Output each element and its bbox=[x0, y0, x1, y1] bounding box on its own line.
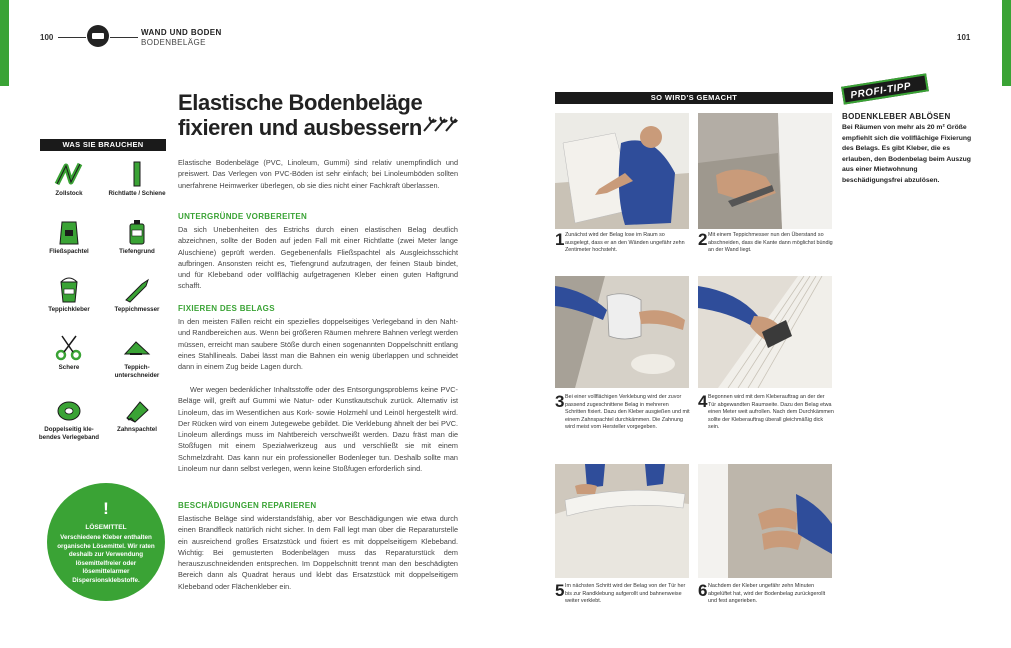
section-text: In den meisten Fällen reicht ein spezielles doppelseitiges Verlegeband in den Naht- und Randbereichen aus. Wenn bei größeren Räumen mehrere Bahnen verlegt werden müssen, erreicht man saubere Stöße durch einen sogenannten Doppelschnitt entlang eines Stahllineals. Dabei lässt man die Bahnen ein wenig überlappen und schneidet dann in einem Zug beide Lagen durch. bbox=[178, 317, 458, 372]
section-text: Wer wegen bedenklicher Inhaltsstoffe oder des Entsorgungsproblems keine PVC-Beläge will, greift auf Gummi wie Natur- oder Kunstkautschuk zurück. Alternativ ist Linoleum, das im Wesentlichen aus Kork- sowie Holzmehl und Leinöl hergestellt wird. Der Rücken wird von einem Jutegewebe gebildet. Die Verklebung ähnelt der bei PVC. Linoleum allerdings muss im Nahtbereich verschweißt werden. Dazu fräst man die Stoßfugen mit einem Spezialwerkzeug aus und verschließt sie mit einem Schmelzdraht. Das kann nur ein professioneller Bodenleger tun. Deshalb sollte man Linoleum nur dann selbst verlegen, wenn keine Stoßfugen erforderlich sind. bbox=[178, 385, 458, 474]
tool-label: Schere bbox=[58, 364, 80, 371]
warning-text: Verschiedene Kleber enthalten organische Lösemittel. Wir raten deshalb zur Verwendung lösemittelfreier oder lösemittelarmer Dispersionsklebstoffe. bbox=[57, 534, 155, 584]
step-number: 2 bbox=[698, 230, 708, 249]
section-text: Elastische Beläge sind widerstandsfähig, aber vor Beschädigungen wie etwa durch einen Brandfleck natürlich nicht sicher. In dem Fall legt man über die Reparaturstelle ein ausreichend großes Ersatzstück und fixiert es mit doppelseitigem Klebeband. Wichtig: Bei gemusterten Bodenbelägen muss das Reparaturstück dem herauszuschneidenden entsprechen. Im Doppelschnitt trennt man den beschädigten Bereich dann als Quadrat heraus und klebt das Ersatzstück mit doppelseitigem Klebeband oder Flächenkleber ein. bbox=[178, 514, 458, 591]
filler-bag-icon bbox=[54, 218, 84, 246]
wrench-tools-icon bbox=[422, 115, 458, 133]
straightedge-icon bbox=[122, 160, 152, 188]
tool-item bbox=[106, 218, 168, 256]
step-text: Bei einer vollflächigen Verklebung wird der zuvor passend zugeschnittene Belag in mehreren Schritten fixiert. Dazu den Kleber ausgießen und mit einem Zahnspachtel durchkämmen. Die Zahnung wird meist vom Hersteller vorgegeben. bbox=[565, 394, 690, 431]
intro-text: Elastische Bodenbeläge (PVC, Linoleum, Gummi) sind relativ unempfindlich und preiswert. Das Verlegen von PVC-Böden ist sehr einfach; bei Linoleumböden sollten unerfahrene Heimwerker überlegen, ob sie dies nicht einer Fachkraft überlassen. bbox=[178, 158, 458, 190]
what-you-need-heading: WAS SIE BRAUCHEN bbox=[40, 139, 166, 151]
warning-circle bbox=[47, 483, 165, 601]
folding-rule-icon bbox=[54, 160, 84, 188]
step-photo bbox=[555, 464, 689, 578]
tool-label: Teppichkleber bbox=[48, 306, 90, 313]
title-line-2: fixieren und ausbessern bbox=[178, 115, 422, 140]
left-edge-tab bbox=[0, 0, 9, 86]
tool-item bbox=[38, 334, 100, 372]
tool-label: Zahnspachtel bbox=[117, 426, 157, 433]
step-text: Zunächst wird der Belag lose im Raum so ausgelegt, dass er an den Wänden ungefähr zehn Zentimeter hochsteht. bbox=[565, 232, 685, 254]
utility-knife-icon bbox=[122, 276, 152, 304]
title-line-1: Elastische Bodenbeläge bbox=[178, 90, 423, 115]
step-photo bbox=[555, 276, 689, 388]
tool-item bbox=[106, 276, 168, 314]
step-number: 5 bbox=[555, 581, 565, 600]
step-number: 4 bbox=[698, 392, 708, 411]
section-text: Da sich Unebenheiten des Estrichs durch einen elastischen Belag deutlich abzeichnen, sollte der Boden auf jeden Fall mit einer Richtlatte (zwei Meter lange Aluschiene) geprüft werden. Gegebenenfalls Fließspachtel als Ausgleichsschicht aufbringen. Ansonsten reicht es, Tiefengrund aufzutragen, der feinen Staub bindet, und für Klebeband oder vollflächig aufgetragenen Kleber einen guten Haftgrund schafft. bbox=[178, 225, 458, 291]
tool-item bbox=[38, 160, 100, 198]
step-photo bbox=[555, 113, 689, 229]
section-heading: FIXIEREN DES BELAGS bbox=[178, 304, 275, 313]
profi-tipp-badge: PROFI-TIPP bbox=[841, 73, 929, 104]
glue-bucket-icon bbox=[54, 276, 84, 304]
tool-item bbox=[106, 396, 168, 434]
tool-label: Teppich- unterschneider bbox=[114, 364, 160, 379]
scissors-icon bbox=[54, 334, 84, 362]
tool-label: Zollstock bbox=[55, 190, 83, 197]
tool-item bbox=[106, 160, 168, 198]
notched-trowel-icon bbox=[122, 396, 152, 424]
subsection-title: BODENBELÄGE bbox=[141, 38, 206, 47]
step-photo bbox=[698, 276, 832, 388]
tip-heading: BODENKLEBER ABLÖSEN bbox=[842, 112, 951, 121]
right-edge-tab bbox=[1002, 0, 1011, 86]
page-number-right: 101 bbox=[957, 33, 971, 42]
header-rule bbox=[110, 37, 138, 38]
tool-label: Fließspachtel bbox=[49, 248, 89, 255]
page-number-left: 100 bbox=[40, 33, 54, 42]
tool-item bbox=[38, 218, 100, 256]
step-text: Begonnen wird mit dem Kleberauftrag an der der Tür abgewandten Raumseite. Dazu den Belag etwa einen Meter weit aufrollen. Nach dem Durchkämmen sollte der Kleberauftrag überall gleichmäßig dick sein. bbox=[708, 394, 834, 431]
step-photo bbox=[698, 464, 832, 578]
section-title: WAND UND BODEN bbox=[141, 28, 222, 37]
tool-item bbox=[38, 396, 100, 442]
step-photo bbox=[698, 113, 832, 229]
step-number: 3 bbox=[555, 392, 565, 411]
carpet-cutter-icon bbox=[122, 334, 152, 362]
tool-label: Doppelseitig kle- bendes Verlegeband bbox=[38, 426, 100, 441]
section-heading: BESCHÄDIGUNGEN REPARIEREN bbox=[178, 501, 317, 510]
tape-roll-icon bbox=[54, 396, 84, 424]
section-heading: UNTERGRÜNDE VORBEREITEN bbox=[178, 212, 308, 221]
step-number: 6 bbox=[698, 581, 708, 600]
tool-label: Teppichmesser bbox=[114, 306, 160, 313]
step-text: Mit einem Teppichmesser nun den Überstand so abschneiden, dass die Kante dann möglichst bündig an der Wand liegt. bbox=[708, 232, 833, 254]
tool-label: Tiefengrund bbox=[119, 248, 155, 255]
header-rule bbox=[58, 37, 86, 38]
step-text: Im nächsten Schritt wird der Belag von der Tür her bis zur Randklebung aufgerollt und bahnenweise weiter verklebt. bbox=[565, 583, 686, 605]
primer-canister-icon bbox=[122, 218, 152, 246]
tip-text: Bei Räumen von mehr als 20 m² Größe empfiehlt sich die vollflächige Fixierung des Belags. Es gibt Kleber, die es erlauben, den Bodenbelag beim Auszug aus einer Mietwohnung beschädigungsfrei abzulösen. bbox=[842, 124, 972, 184]
tool-label: Richtlatte / Schiene bbox=[108, 190, 166, 197]
how-to-heading: SO WIRD'S GEMACHT bbox=[555, 92, 833, 104]
step-number: 1 bbox=[555, 230, 565, 249]
paint-roller-icon bbox=[87, 25, 109, 47]
warning-icon: ! bbox=[103, 499, 109, 518]
warning-title: LÖSEMITTEL bbox=[85, 524, 127, 531]
step-text: Nachdem der Kleber ungefähr zehn Minuten abgelüftet hat, wird der Bodenbelag zurückgerollt und fest angerieben. bbox=[708, 583, 826, 605]
tool-item bbox=[38, 276, 100, 314]
tool-item bbox=[106, 334, 168, 380]
